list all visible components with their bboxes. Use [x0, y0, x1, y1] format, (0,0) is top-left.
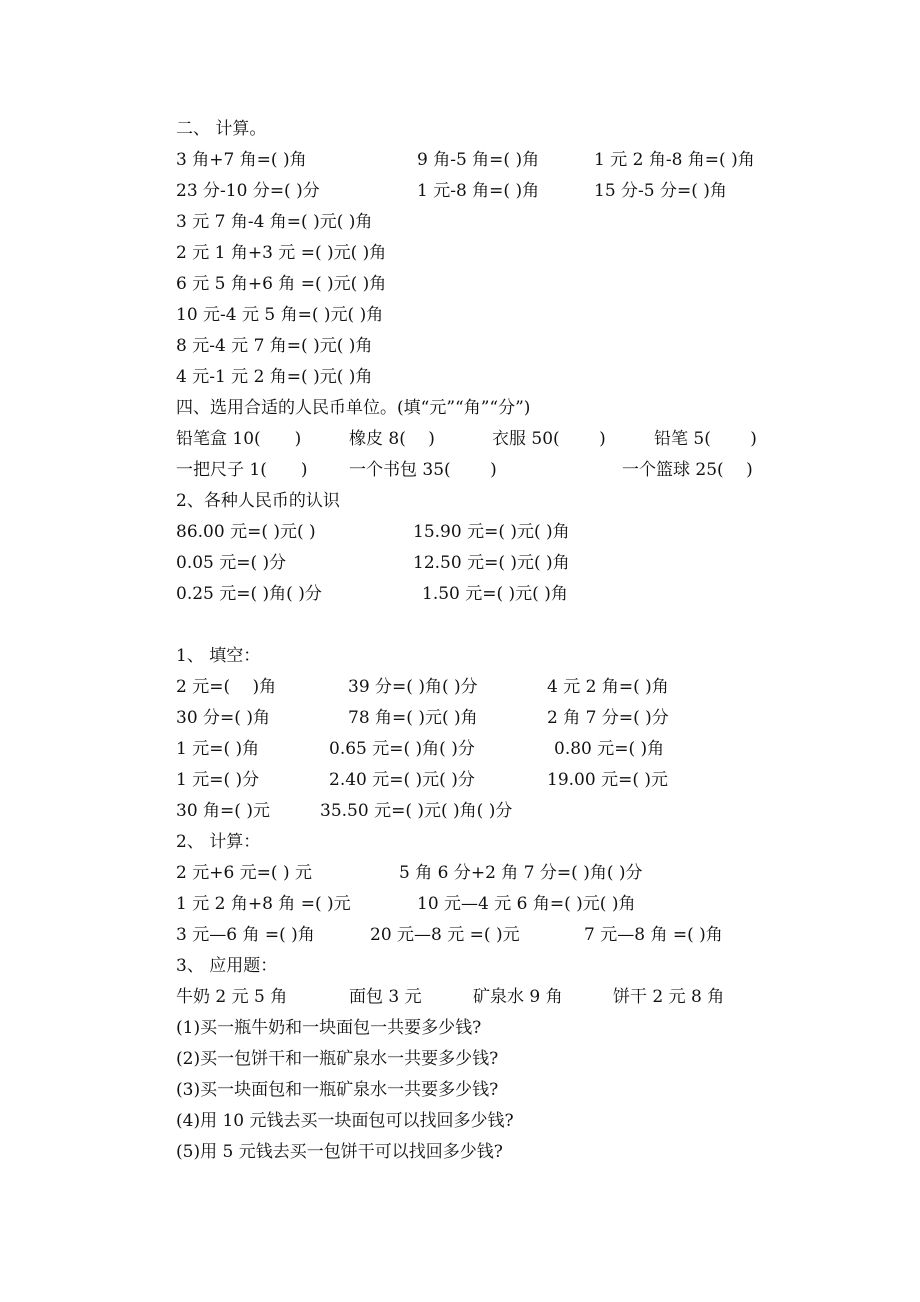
section-heading-recognize: 2、各种人民币的认识	[176, 491, 340, 511]
units-item: 橡皮 8( )	[349, 429, 435, 449]
fill-row	[176, 734, 665, 765]
units-row	[176, 455, 753, 486]
calc-item: 1 元-8 角=( )角	[417, 181, 540, 201]
units-item: 一个篮球 25( )	[622, 460, 753, 480]
calc-item: 3 元—6 角 =( )角	[176, 925, 315, 945]
calc-item: 1 元 2 角+8 角 =( )元	[176, 894, 351, 914]
calc-row	[176, 145, 755, 176]
units-row	[176, 424, 757, 455]
calc-row	[176, 889, 636, 920]
calc-item: 23 分-10 分=( )分	[176, 181, 320, 201]
recognize-row	[176, 579, 568, 610]
calc-line: 4 元-1 元 2 角=( )元( )角	[176, 367, 373, 387]
fill-item: 2 角 7 分=( )分	[547, 708, 669, 728]
calc-line: 10 元-4 元 5 角=( )元( )角	[176, 305, 384, 325]
word-question: (4)用 10 元钱去买一块面包可以找回多少钱?	[176, 1111, 514, 1131]
fill-item: 78 角=( )元( )角	[348, 708, 478, 728]
units-item: 一把尺子 1( )	[176, 460, 308, 480]
fill-item: 0.80 元=( )角	[554, 739, 665, 759]
section-heading-fill: 1、 填空：	[176, 646, 261, 666]
word-question: (1)买一瓶牛奶和一块面包一共要多少钱?	[176, 1018, 482, 1038]
calc-row	[176, 920, 723, 951]
recognize-row	[176, 548, 570, 579]
units-item: 衣服 50( )	[492, 429, 606, 449]
word-question: (2)买一包饼干和一瓶矿泉水一共要多少钱?	[176, 1049, 499, 1069]
calc-line: 3 元 7 角-4 角=( )元( )角	[176, 212, 373, 232]
fill-item: 19.00 元=( )元	[547, 770, 668, 790]
calc-item: 2 元+6 元=( ) 元	[176, 863, 312, 883]
calc-item: 1 元 2 角-8 角=( )角	[594, 150, 755, 170]
fill-row	[176, 796, 513, 827]
calc-row	[176, 176, 727, 207]
section-heading-word-problems: 3、 应用题：	[176, 956, 278, 976]
fill-item: 30 分=( )角	[176, 708, 270, 728]
calc-item: 5 角 6 分+2 角 7 分=( )角( )分	[399, 863, 643, 883]
units-item: 铅笔 5( )	[654, 429, 757, 449]
calc-item: 9 角-5 角=( )角	[417, 150, 540, 170]
fill-item: 0.65 元=( )角( )分	[329, 739, 475, 759]
calc-row	[176, 858, 643, 889]
price-item: 矿泉水 9 角	[473, 987, 563, 1007]
recognize-item: 0.25 元=( )角( )分	[176, 584, 322, 604]
calc-line: 2 元 1 角+3 元 =( )元( )角	[176, 243, 387, 263]
recognize-row	[176, 517, 570, 548]
word-question: (3)买一块面包和一瓶矿泉水一共要多少钱?	[176, 1080, 499, 1100]
units-item: 一个书包 35( )	[349, 460, 497, 480]
calc-item: 3 角+7 角=( )角	[176, 150, 307, 170]
section-heading-calc: 2、 计算：	[176, 832, 261, 852]
calc-line: 8 元-4 元 7 角=( )元( )角	[176, 336, 373, 356]
section-heading-calculation: 二、 计算。	[176, 119, 267, 139]
calc-item: 20 元—8 元 =( )元	[370, 925, 520, 945]
fill-item: 1 元=( )分	[176, 770, 260, 790]
fill-item: 4 元 2 角=( )角	[547, 677, 669, 697]
recognize-item: 86.00 元=( )元( )	[176, 522, 316, 542]
fill-item: 1 元=( )角	[176, 739, 260, 759]
fill-item: 30 角=( )元	[176, 801, 270, 821]
recognize-item: 12.50 元=( )元( )角	[413, 553, 570, 573]
price-list	[176, 982, 725, 1013]
fill-row	[176, 765, 668, 796]
fill-item: 35.50 元=( )元( )角( )分	[320, 801, 513, 821]
price-item: 面包 3 元	[349, 987, 422, 1007]
recognize-item: 15.90 元=( )元( )角	[413, 522, 570, 542]
section-heading-units: 四、选用合适的人民币单位。(填“元”“角”“分”)	[176, 398, 531, 418]
units-item: 铅笔盒 10( )	[176, 429, 302, 449]
price-item: 饼干 2 元 8 角	[613, 987, 725, 1007]
price-item: 牛奶 2 元 5 角	[176, 987, 288, 1007]
fill-row	[176, 672, 669, 703]
calc-item: 7 元—8 角 =( )角	[584, 925, 723, 945]
calc-item: 10 元—4 元 6 角=( )元( )角	[417, 894, 636, 914]
recognize-item: 1.50 元=( )元( )角	[422, 584, 568, 604]
calc-item: 15 分-5 分=( )角	[594, 181, 727, 201]
word-question: (5)用 5 元钱去买一包饼干可以找回多少钱?	[176, 1142, 503, 1162]
calc-line: 6 元 5 角+6 角 =( )元( )角	[176, 274, 387, 294]
fill-row	[176, 703, 669, 734]
fill-item: 39 分=( )角( )分	[348, 677, 478, 697]
fill-item: 2 元=( )角	[176, 677, 277, 697]
fill-item: 2.40 元=( )元( )分	[329, 770, 475, 790]
recognize-item: 0.05 元=( )分	[176, 553, 287, 573]
